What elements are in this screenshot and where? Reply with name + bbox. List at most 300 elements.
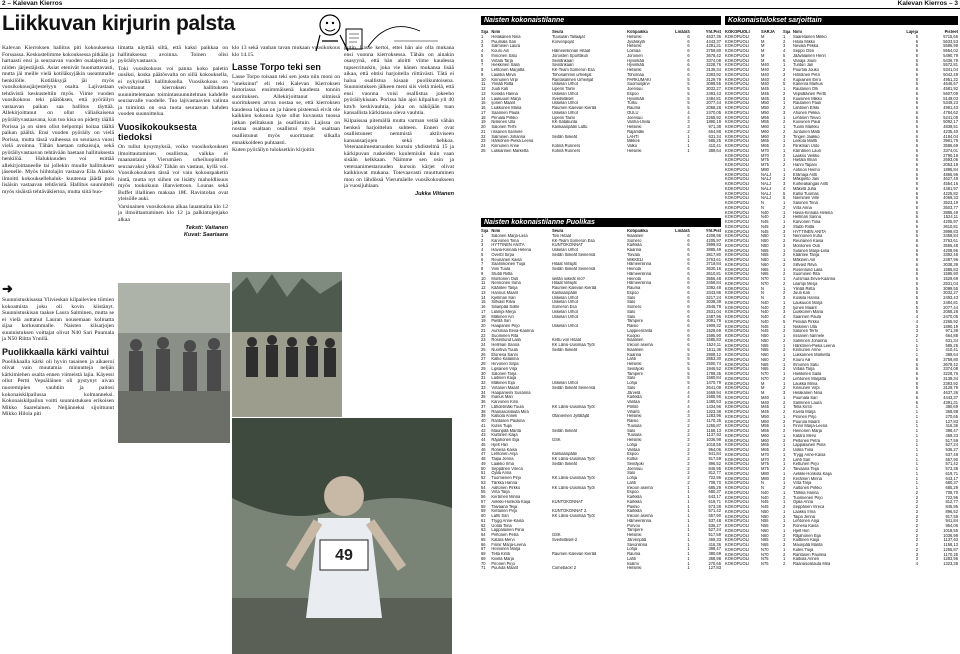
table-cell: 57 <box>481 499 486 504</box>
table-cell: Ikaalinen <box>627 338 644 343</box>
table-cell: KOKOPUOLI <box>725 87 750 91</box>
table-cell: Tohomaa <box>627 72 644 77</box>
table-cell: 4 <box>783 186 786 191</box>
table-cell: 29 <box>481 366 486 371</box>
table-cell: 1 <box>687 533 690 537</box>
table-cell: Kotinä Runners <box>551 144 581 148</box>
table-cell: Seinänkaari <box>551 58 574 63</box>
table-cell: 6 <box>915 376 918 381</box>
table-cell: Helsinki <box>627 34 642 39</box>
table-cell: Vanha-Ulvila <box>627 120 650 125</box>
table-cell: 6 <box>915 125 918 129</box>
table-cell: 1 <box>481 233 484 238</box>
table-cell: Laakko Irma <box>491 461 514 466</box>
table-cell: Kotinä Runners <box>551 148 581 153</box>
table-cell: Räjahonen Eija <box>793 533 821 538</box>
table-cell: 2068,28 <box>706 106 721 110</box>
table-cell: 631,34 <box>708 134 721 139</box>
table-cell: 5 <box>687 82 690 87</box>
table-cell: 1909,32 <box>706 324 721 328</box>
table-cell: Jyväskylä <box>627 39 645 44</box>
table-cell: 708,70 <box>945 490 958 495</box>
table-cell: KOKOPUOLI <box>725 300 750 305</box>
table-cell: 6 <box>687 34 690 39</box>
table-cell: Hannus Maarit <box>491 290 519 295</box>
table-cell: 527,24 <box>708 528 721 533</box>
column-header: KOKOPUOLI <box>725 30 750 34</box>
table-cell: M40 <box>761 68 769 72</box>
table-cell: 2 <box>783 448 786 452</box>
table-cell: KOKOPUOLI <box>725 186 750 191</box>
table-cell: 685,29 <box>708 485 721 490</box>
table-cell: KOKOPUOLI <box>725 481 750 486</box>
column-header: Nimi <box>491 30 501 34</box>
table-cell: 585,25 <box>945 343 958 348</box>
table-cell: KOKOPUOLI <box>725 324 750 329</box>
table-cell: Hellman Sanna <box>793 215 821 220</box>
table-cell: Hämeenlinnan Hitaat <box>551 49 591 53</box>
table-cell: Sveitsiläiset-2 <box>551 537 578 542</box>
table-cell: KOKOPUOLI <box>725 296 750 300</box>
table-cell: Maunpää Marita <box>793 543 823 547</box>
table-cell: 1 <box>783 395 786 400</box>
table-cell: 5 <box>687 77 690 82</box>
table-cell: KOKOPUOLI <box>725 414 750 419</box>
table-cell: 53 <box>481 480 486 485</box>
table-cell: 70 <box>481 561 486 566</box>
table-cell: Porvoo <box>627 523 641 528</box>
table-cell: 1 <box>783 414 786 419</box>
table-cell: 2487,96 <box>706 314 721 319</box>
table-cell: 2 <box>783 400 786 405</box>
table-cell: Pironen Pirjo <box>491 561 515 566</box>
table-cell: 571,42 <box>945 462 958 467</box>
table-cell: 1283,96 <box>706 414 721 419</box>
table-cell: 573,38 <box>945 467 958 471</box>
table-cell: 4208,96 <box>943 248 958 253</box>
table-cell: 1 <box>687 509 690 514</box>
table-cell: Virtala Tarja <box>793 367 815 372</box>
table-cell: 1 <box>915 481 918 486</box>
article-column-1 <box>2 45 114 280</box>
table-cell: KOKOPUOLI <box>725 167 750 172</box>
table-cell: 6 <box>915 68 918 72</box>
table-cell: 664,88 <box>945 334 958 338</box>
table-cell: Koivunen Pauli <box>793 120 821 125</box>
table-cell: KOKOPUOLI <box>725 115 750 120</box>
table-row <box>725 562 958 567</box>
table-cell: 2 <box>783 329 786 334</box>
paragraph: Kalevan Kierroksen hallitus piti kokouksensa Forssassa. Keskustelimme kokouksessa pitkään ja hartaasti ensi ja seuraavan vuoden osalajeista ja niiden järjestäjistä. Asiat etenivät huomattavasti, mutta jäi meille vielä kotiläksyjäkin useammalle henkilölle. Kotiläksyjä jäi myös vuosikokousjärjestelyyn osalta. Lajivastaan tehtävistä keskusteltiin myös. Viime vuoden vuosikokous teki päätöksen, että pyöräilyn vastaavan paikan saa hallitus täyttää. Allekirjoittanut on ollut väliaikaisena pyöräilyvastaavana, kun tuo kisa on pidetty täällä Porissa ja on siten ollut helpompi hoitaa täältä paikan päältä. Ensi vuoden pyöräily on vielä Porissa, mutta tässä vaiheessa on seuraava vuosi vielä avoinna. Tähän haetaan ratkaisuja, sekä pyöräilyvastaavan tehtävään haetaan hallituksesta henkilöä. Halukkuuden voi esittää allekirjoittaneelle tai jollekin muulle hallituksen jäsenelle. Myös hiihtolajin vastaava Eila Alanko ilmoitti kokouksellehaluk- kuutensa jäädä pois lisäisin vastaavan tehtävistä. Hallitus suunnitteli myös sisäistä tehtäväkiertoa, mutta siitä huo- <box>2 45 114 196</box>
table-cell: 50 <box>481 466 486 471</box>
table-cell: Saarinen Paula <box>793 315 821 319</box>
table-cell: Hyvinkää <box>627 63 644 68</box>
table-cell: KOKOPUOLI <box>725 215 750 220</box>
table-cell: 19 <box>481 319 486 324</box>
table-cell: Rantasen Pauliina <box>491 419 525 423</box>
table-cell: KOKOPUOLI <box>725 39 750 44</box>
table-cell: 619,71 <box>708 499 721 504</box>
table-cell: Havia-Kinnala Helena <box>491 248 532 252</box>
table-cell: 3999,83 <box>706 243 721 248</box>
table-cell: Järvelä <box>627 390 641 395</box>
table-cell: Taipa Jenna <box>491 457 514 461</box>
table-cell: Espoo <box>627 290 639 295</box>
table-cell: 368,98 <box>945 410 958 414</box>
table-cell: 6 <box>915 224 918 229</box>
table-cell: 2 <box>783 562 786 566</box>
table-cell: 536,27 <box>708 523 721 528</box>
table-cell: 6 <box>687 324 690 328</box>
table-cell: 3630,16 <box>706 267 721 271</box>
table-cell: Haapaniemi Susanna <box>491 390 531 395</box>
table-cell: Puurula Maarit <box>491 566 519 571</box>
table-cell: 41 <box>481 423 486 428</box>
table-cell: 4637,36 <box>706 34 721 39</box>
table-cell: Ikaalinen <box>627 233 644 238</box>
table-cell: 23 <box>481 139 486 144</box>
table-cell: Rautanen Olli <box>793 87 818 91</box>
table-cell: 2470,05 <box>706 110 721 115</box>
table-cell: 3586,69 <box>943 144 958 148</box>
table-cell: 6 <box>915 172 918 177</box>
table-cell: 1 <box>783 125 786 129</box>
table-cell: 2 <box>783 120 786 125</box>
table-cell: 1255,87 <box>706 423 721 428</box>
table-cell: 6 <box>915 381 918 386</box>
table-cell: Kuittinen Kaija <box>793 538 820 543</box>
table-cell: Kankaanpään <box>551 452 578 457</box>
table-cell: N40 <box>761 315 769 319</box>
table-cell: 6 <box>915 400 918 405</box>
table-cell: Seinänkaari <box>551 63 574 68</box>
table-cell: KOKOPUOLI <box>725 77 750 82</box>
table-cell: Kallio Katariina <box>491 357 519 362</box>
table-cell: 65 <box>481 537 486 542</box>
table-cell: 6 <box>915 262 918 267</box>
table-cell: 14 <box>481 295 486 300</box>
table-cell: 24 <box>481 343 486 347</box>
table-cell: Saarinkoinen Tuija <box>491 262 526 267</box>
table-cell: 3099,55 <box>943 286 958 291</box>
kokonais-results-table <box>725 30 958 654</box>
table-row <box>481 149 721 154</box>
table-cell: Katara Mervi <box>793 433 817 438</box>
table-cell: 60 <box>481 514 486 518</box>
table-cell: 6 <box>687 267 690 271</box>
table-cell: N65 <box>761 543 769 547</box>
table-cell: 127,83 <box>945 419 958 424</box>
column-header: Lajeja <box>906 30 918 34</box>
table-cell: 4481,97 <box>943 186 958 191</box>
table-cell: 1 <box>783 372 786 376</box>
table-cell: M40 <box>761 82 769 87</box>
table-cell: KOKOPUOLI <box>725 391 750 395</box>
table-cell: 5436,79 <box>943 58 958 63</box>
table-cell: Kankaanpään <box>551 290 578 295</box>
table-cell: Aekkki-Honkola Kaija <box>491 499 531 504</box>
table-cell: Hitaat Viitsijät <box>551 262 577 267</box>
table-cell: Raanasosilauta Mira <box>793 562 831 566</box>
table-cell: N50 <box>761 239 769 243</box>
table-cell: KOKOPUOLI <box>725 372 750 376</box>
table-cell: KOKOPUOLI <box>725 353 750 357</box>
table-cell: Rajamäki <box>627 129 645 134</box>
table-cell: N65 <box>761 538 769 543</box>
table-cell: Silfvast Ritva <box>793 262 817 267</box>
table-cell: Uskelan Urhot <box>551 324 578 328</box>
table-cell: 1 <box>783 405 786 410</box>
table-cell: N45 <box>761 500 769 505</box>
table-cell: 1 <box>783 324 786 329</box>
table-cell: 30 <box>481 371 486 376</box>
table-cell: 2 <box>783 348 786 353</box>
table-cell: 43 <box>481 433 486 438</box>
paragraph: Varsinainen vuosikokous alkaa lauantaina klo 12 ja ilmoittautuminen klo 12 ja palkintojenjako alkaa <box>118 203 228 224</box>
table-cell: KOKOPUOLI <box>725 220 750 224</box>
table-cell: Inkoon asema <box>627 343 653 347</box>
table-cell: Lipsanen Virpi <box>491 366 518 371</box>
column-header: Yht.Pist <box>705 229 721 233</box>
table-cell: Vantaa <box>627 400 640 404</box>
table-cell: 6 <box>915 39 918 44</box>
table-cell: 48 <box>481 457 486 461</box>
table-cell: Trygg Anne-Kaisa <box>793 452 826 457</box>
table-cell: 2383,92 <box>706 72 721 77</box>
table-cell: 6 <box>915 72 918 77</box>
table-cell: Kotka <box>627 457 638 461</box>
table-cell: KOKOPUOLI <box>725 514 750 519</box>
table-cell: 1 <box>687 523 690 528</box>
puolikas-results-table <box>481 229 721 654</box>
table-cell: KOKOPUOLI <box>725 53 750 58</box>
table-cell: Lahti <box>627 357 636 362</box>
table-cell: M40 <box>761 395 769 400</box>
table-cell: KK Länsi-Uusimaa Työt <box>551 476 595 480</box>
table-cell: 3610,81 <box>943 224 958 229</box>
table-cell: 23 <box>481 338 486 343</box>
table-cell: 3759,80 <box>706 49 721 53</box>
table-cell: 6 <box>915 34 918 39</box>
table-cell: 3 <box>783 72 786 77</box>
table-cell: 3374,08 <box>706 58 721 63</box>
table-cell: Helsinki <box>627 148 642 153</box>
table-cell: 10 <box>481 77 486 82</box>
table-cell: Laukka Mirva <box>491 72 516 77</box>
table-cell: 2 <box>783 239 786 243</box>
table-cell: 4391,31 <box>706 44 721 49</box>
table-cell: M80 <box>761 476 769 481</box>
table-cell: 2 <box>915 538 918 543</box>
table-cell: M <box>761 58 765 63</box>
table-cell: 6 <box>687 295 690 300</box>
table-cell: Stubb Riitta <box>491 271 513 276</box>
table-cell: N <box>761 486 764 490</box>
table-cell: Finnir Marja-Leena <box>793 424 828 429</box>
table-cell: 67 <box>481 547 486 552</box>
table-cell: 3038,39 <box>706 300 721 305</box>
table-cell: 46 <box>481 447 486 452</box>
table-cell: KOKOPUOLI <box>725 305 750 310</box>
table-cell: KOKOPUOLI <box>725 476 750 481</box>
table-cell: Laukuuon Marja <box>491 96 521 101</box>
table-cell: KOKOPUOLI <box>725 68 750 72</box>
table-cell: Flinkman Unto <box>793 144 820 148</box>
table-cell: KOKOPUOLI <box>725 191 750 196</box>
table-cell: 1789,35 <box>706 371 721 376</box>
table-cell: 557,90 <box>708 514 721 518</box>
table-cell: M40 <box>761 400 769 405</box>
table-cell: 6 <box>915 196 918 201</box>
table-cell: 1 <box>783 158 786 163</box>
table-cell: 5 <box>915 300 918 305</box>
table-cell: 4 <box>481 248 484 252</box>
table-cell: Tunturi Jari <box>793 63 814 68</box>
table-cell: 51 <box>481 471 486 476</box>
table-cell: Hjelt Hiiri <box>793 528 810 533</box>
table-cell: 6 <box>687 290 690 295</box>
table-cell: 4951,32 <box>943 77 958 82</box>
table-cell: 4 <box>687 385 690 390</box>
table-cell: 2 <box>915 490 918 495</box>
table-cell: 6 <box>915 177 918 182</box>
table-cell: 1283,96 <box>943 557 958 562</box>
table-cell: KOKOPUOLI <box>725 319 750 324</box>
table-cell: 6 <box>687 58 690 63</box>
table-cell: 6 <box>687 257 690 262</box>
table-cell: 722,96 <box>945 495 958 500</box>
table-cell: Tuusulan Tallaajat <box>551 34 585 39</box>
table-cell: 1 <box>783 462 786 467</box>
table-cell: N55 <box>761 524 769 528</box>
table-cell: 71 <box>481 566 486 571</box>
table-cell: 1 <box>687 566 690 571</box>
table-cell: Kettunen Pirjo <box>491 509 518 514</box>
table-cell: Niskinen Ulla <box>491 120 516 125</box>
table-cell: 3 <box>687 419 690 423</box>
table-cell: 5 <box>687 87 690 91</box>
table-cell: 5 <box>481 53 484 58</box>
table-cell: Tuusula <box>627 433 642 438</box>
table-cell: 1890,19 <box>943 324 958 329</box>
table-cell: 16 <box>481 305 486 309</box>
table-cell: Karvonen Tiina <box>793 220 821 224</box>
table-cell: 896,52 <box>945 509 958 514</box>
table-cell: N45 <box>761 505 769 509</box>
table-cell: 941,84 <box>708 452 721 457</box>
table-cell: 1 <box>915 457 918 462</box>
table-cell: 1 <box>915 438 918 443</box>
table-cell: 6 <box>687 68 690 72</box>
table-cell: 6 <box>687 309 690 314</box>
table-cell: 6 <box>915 129 918 134</box>
table-cell: Lappeenranta <box>627 328 653 333</box>
table-cell: Kaltiola Anneli <box>793 557 819 562</box>
table-cell: Virta Tarja <box>793 481 812 486</box>
table-cell: Puurula Maarit <box>793 419 820 424</box>
table-cell: 1 <box>687 561 690 566</box>
table-cell: 5241,09 <box>943 115 958 120</box>
table-cell: 4391,31 <box>943 400 958 405</box>
table-cell: 4225,82 <box>943 191 958 196</box>
table-cell: 2 <box>915 334 918 338</box>
table-cell: 6 <box>687 233 690 238</box>
table-cell: 5 <box>687 371 690 376</box>
table-cell: 537,48 <box>945 452 958 457</box>
table-cell: Rantasalmen Urheilijat <box>551 77 594 82</box>
table-cell: M <box>761 381 765 386</box>
table-cell: 6 <box>783 196 786 201</box>
table-cell: 5092,17 <box>943 120 958 125</box>
table-cell: 20 <box>481 125 486 129</box>
table-cell: 5 <box>783 191 786 196</box>
table-cell: 2 <box>783 367 786 372</box>
table-cell: Uotila Tiina <box>793 448 814 452</box>
table-cell: Lohja <box>627 381 638 385</box>
table-cell: 410,41 <box>945 348 958 353</box>
table-cell: 1434,96 <box>706 404 721 409</box>
table-cell: 380,69 <box>945 405 958 410</box>
table-cell: 1 <box>783 362 786 367</box>
table-cell: 2 <box>783 457 786 462</box>
table-cell: Salminen Johanna <box>793 338 827 343</box>
table-cell: KOKOPUOLI <box>725 538 750 543</box>
table-cell: Kinnunen Anne <box>491 144 520 148</box>
table-cell: 2693,06 <box>943 158 958 163</box>
table-cell: 664,88 <box>708 129 721 134</box>
table-cell: Tampere <box>627 319 643 324</box>
table-cell: 1 <box>915 353 918 357</box>
table-cell: M60 <box>761 433 769 438</box>
table-cell: N65 <box>761 367 769 372</box>
table-cell: Heinola <box>627 267 641 271</box>
table-cell: 1137,63 <box>706 433 721 438</box>
table-cell: 3099,55 <box>706 82 721 87</box>
table-cell: 1580,84 <box>706 376 721 381</box>
table-cell: 6 <box>915 163 918 167</box>
table-cell: 1946,52 <box>706 366 721 371</box>
table-cell: Kuopio <box>627 333 640 338</box>
table-cell: 6 <box>915 153 918 158</box>
table-cell: 3 <box>783 243 786 248</box>
column-header: Seura <box>551 30 564 34</box>
table-cell: 2 <box>915 495 918 500</box>
table-cell: 1 <box>915 433 918 438</box>
table-cell: 1895,84 <box>943 167 958 172</box>
table-cell: 2 <box>783 524 786 528</box>
naisten-head: Naisten kokonaistilanne <box>481 16 721 25</box>
table-cell: 2 <box>783 543 786 547</box>
table-cell: Kouru Aili <box>793 357 811 362</box>
table-cell: Hirvonen Sirpa <box>491 362 519 366</box>
table-cell: 1 <box>783 258 786 262</box>
table-cell: 4 <box>687 395 690 400</box>
table-cell: 571,42 <box>708 509 721 514</box>
table-cell: 5 <box>915 286 918 291</box>
table-cell: 4 <box>915 315 918 319</box>
table-cell: N50 <box>761 338 769 343</box>
table-cell: 45 <box>481 442 486 447</box>
table-cell: Virta Anna <box>793 205 812 210</box>
naisten-results-table <box>481 30 721 156</box>
table-cell: Virtanen Maarit <box>491 385 520 390</box>
page-title: Liikkuvan kirjurin palsta <box>2 12 235 35</box>
table-cell: 4637,36 <box>943 391 958 395</box>
table-cell: KOKOPUOLI <box>725 334 750 338</box>
table-cell: KOKOPUOLI <box>725 210 750 215</box>
table-cell: 3038,39 <box>943 262 958 267</box>
table-cell: Tella Kirsti <box>491 552 511 556</box>
